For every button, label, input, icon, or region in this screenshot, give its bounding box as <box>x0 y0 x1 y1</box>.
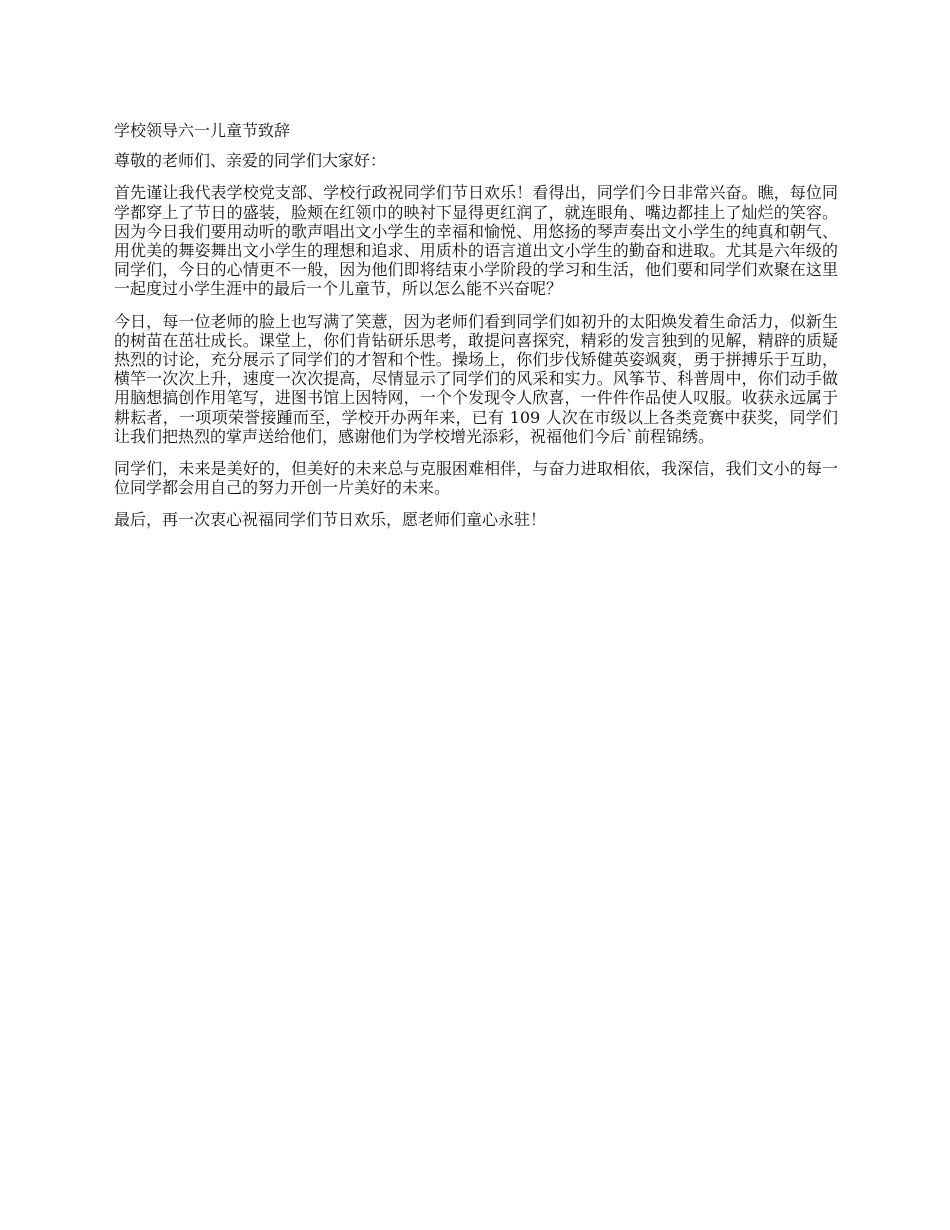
closing-paragraph: 最后，再一次衷心祝福同学们节日欢乐，愿老师们童心永驻！ <box>114 510 547 530</box>
body-paragraph-1: 首先谨让我代表学校党支部、学校行政祝同学们节日欢乐！看得出，同学们今日非常兴奋。瞧，每位同学都穿上了节日的盛装，脸颊在红领巾的映衬下显得更红润了，就连眼角、嘴边都挂上了灿烂的笑容。因为今日我们要用动听的歌声唱出文小学生的幸福和愉悦、用悠扬的琴声奏出文小学生的纯真和朝气、用优美的舞姿舞出文小学生的理想和追求、用质朴的语言道出文小学生的勤奋和进取。尤其是六年级的同学们，今日的心情更不一般，因为他们即将结束小学阶段的学习和生活，他们要和同学们欢聚在这里一起度过小学生涯中的最后一个儿童节，所以怎么能不兴奋呢？ <box>114 183 838 299</box>
body-paragraph-3: 同学们，未来是美好的，但美好的未来总与克服困难相伴，与奋力进取相依，我深信，我们文小的每一位同学都会用自己的努力开创一片美好的未来。 <box>114 459 838 498</box>
document-title: 学校领导六一儿童节致辞 <box>114 121 291 140</box>
document-body <box>114 121 838 543</box>
salutation-paragraph: 尊敬的老师们、亲爱的同学们大家好： <box>114 151 387 171</box>
body-paragraph-2: 今日，每一位老师的脸上也写满了笑薏，因为老师们看到同学们如初升的太阳焕发着生命活力，似新生的树苗在茁壮成长。课堂上，你们肯钻研乐思考，敢提问喜探究，精彩的发言独到的见解，精辟的质疑热烈的讨论，充分展示了同学们的才智和个性。操场上，你们步伐矫健英姿飒爽，勇于拼搏乐于互助，横竿一次次上升，速度一次次提高，尽情显示了同学们的风采和实力。风筝节、科普周中，你们动手做用脑想搞创作用笔写，进图书馆上因特网，一个个发现令人欣喜，一件件作品使人叹服。收获永远属于耕耘者，一项项荣誉接踵而至，学校开办两年来，已有 109 人次在市级以上各类竞赛中获奖，同学们让我们把热烈的掌声送给他们，感谢他们为学校增光添彩，祝福他们今后`前程锦绣。 <box>114 311 838 446</box>
